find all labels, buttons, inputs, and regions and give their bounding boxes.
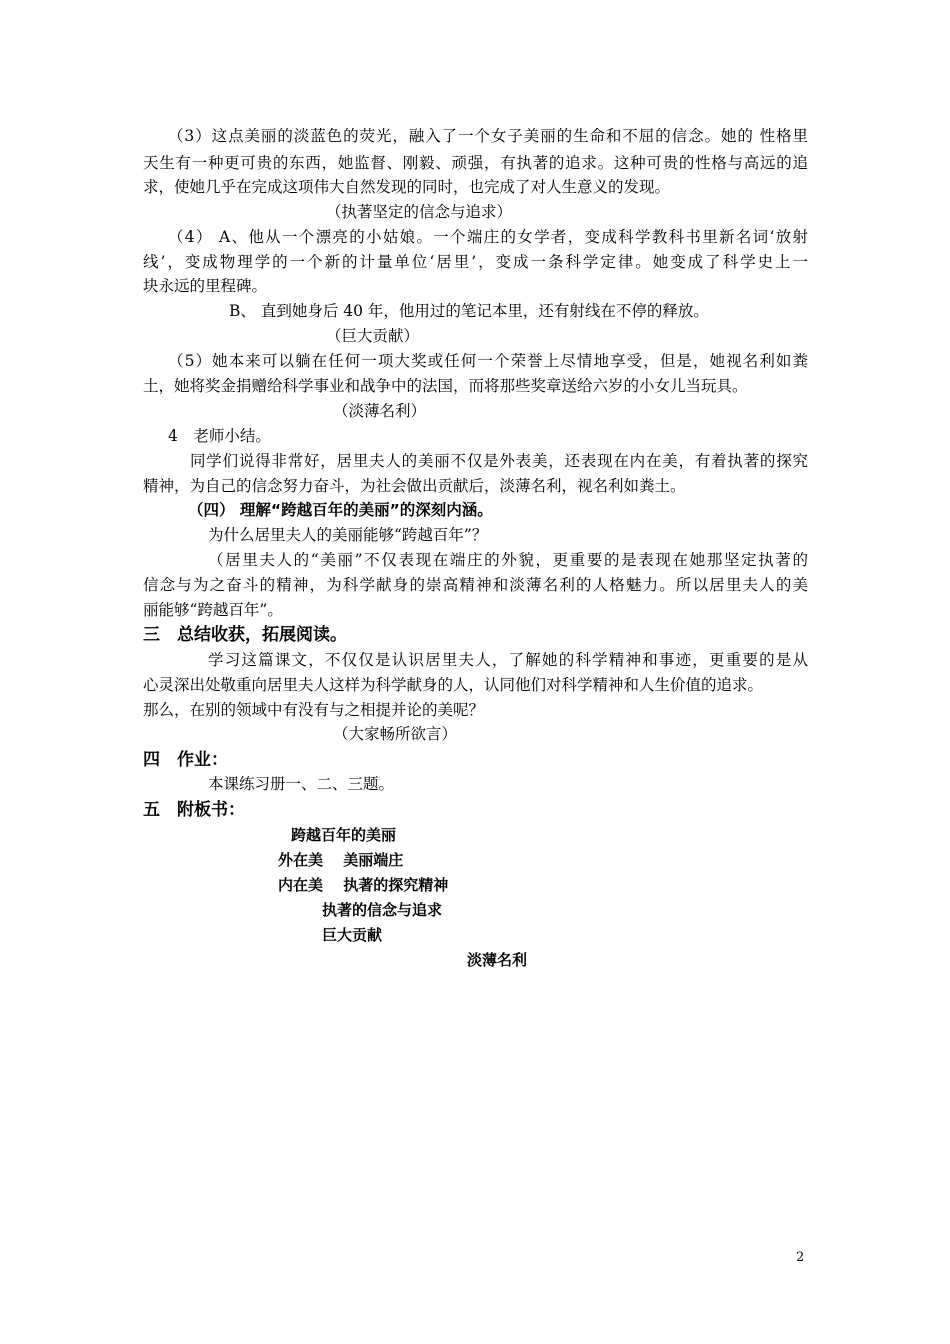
section4-heading: （四） 理解“跨越百年的美丽”的深刻内涵。 [188, 501, 493, 519]
p3-line-3: 求，使她几乎在完成这项伟大自然发现的同时，也完成了对人生意义的发现。 [143, 178, 671, 196]
summary-line-2: 精神，为自己的信念努力奋斗，为社会做出贡献后，淡薄名利，视名利如粪土。 [143, 477, 686, 495]
p5-line-1: （5）她本来可以躺在任何一项大奖或任何一个荣誉上尽情地享受，但是，她视名利如粪 [168, 352, 808, 370]
summary-heading: 4 老师小结。 [168, 427, 271, 445]
p5-tag: （淡薄名利） [333, 402, 427, 420]
p4-line-3: 块永远的里程碑。 [143, 277, 268, 295]
part3-tag: （大家畅所欲言） [333, 725, 458, 743]
section4-answer-2: 信念与为之奋斗的精神，为科学献身的崇高精神和淡薄名利的人格魅力。所以居里夫人的美 [143, 576, 808, 594]
p4-tag: （巨大贡献） [326, 327, 420, 345]
section4-answer-1: （居里夫人的“美丽”不仅表现在端庄的外貌，更重要的是表现在她那坚定执著的 [208, 551, 808, 569]
board-inner-2: 执著的信念与追求 [322, 901, 443, 919]
page-number: 2 [796, 1250, 805, 1265]
p4-line-2: 线’，变成物理学的一个新的计量单位‘居里’，变成一条科学定律。她变成了科学史上一 [143, 253, 808, 271]
board-inner: 内在美 执著的探究精神 [278, 876, 449, 894]
summary-line-1: 同学们说得非常好，居里夫人的美丽不仅是外表美，还表现在内在美，有着执著的探究 [190, 452, 808, 470]
board-inner-4: 淡薄名利 [467, 951, 528, 969]
p3-line-1: （3）这点美丽的淡蓝色的荧光，融入了一个女子美丽的生命和不屈的信念。她的 性格里 [168, 127, 808, 145]
section4-answer-3: 丽能够“跨越百年”。 [143, 601, 283, 619]
part3-line-1: 学习这篇课文，不仅仅是认识居里夫人，了解她的科学精神和事迹，更重要的是从 [208, 651, 808, 669]
part3-line-3: 那么，在别的领域中有没有与之相提并论的美呢？ [143, 701, 485, 719]
board-title: 跨越百年的美丽 [291, 826, 397, 844]
part3-line-2: 心灵深出处敬重向居里夫人这样为科学献身的人，认同他们对科学精神和人生价值的追求。 [143, 676, 764, 694]
part3-heading: 三 总结收获，拓展阅读。 [143, 625, 347, 645]
p4-line-1: （4） A、他从一个漂亮的小姑娘。一个端庄的女学者，变成科学教科书里新名词‘放射 [168, 228, 808, 246]
p3-tag: （执著坚定的信念与追求） [326, 203, 513, 221]
board-inner-3: 巨大贡献 [322, 926, 383, 944]
part4-line-1: 本课练习册一、二、三题。 [208, 775, 395, 793]
p5-line-2: 土，她将奖金捐赠给科学事业和战争中的法国，而将那些奖章送给六岁的小女儿当玩具。 [143, 377, 748, 395]
board-outer: 外在美 美丽端庄 [278, 851, 404, 869]
p3-line-2: 天生有一种更可贵的东西，她监督、刚毅、顽强，有执著的追求。这种可贵的性格与高远的追 [143, 154, 808, 172]
p4-b: B、 直到她身后 40 年，他用过的笔记本里，还有射线在不停的释放。 [229, 302, 709, 320]
section4-question: 为什么居里夫人的美丽能够“跨越百年”？ [208, 526, 488, 544]
part5-heading: 五 附板书： [143, 800, 245, 820]
part4-heading: 四 作业： [143, 750, 228, 770]
